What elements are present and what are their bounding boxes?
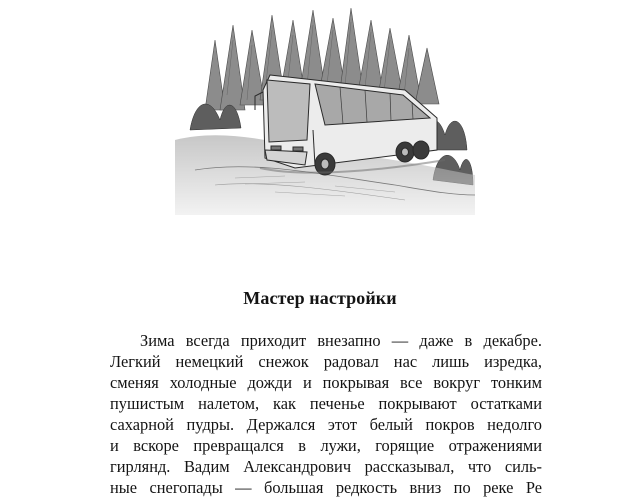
chapter-title: Мастер настройки xyxy=(243,288,397,308)
bus-illustration xyxy=(175,0,475,215)
text-line: ные снегопады — большая редкость вниз по реке Ре xyxy=(110,478,542,497)
text-line: сменяя холодные дожди и покрывая все вокруг тонким xyxy=(110,373,542,392)
text-line: пушистым налетом, как печенье покрывают остатками xyxy=(110,394,542,413)
text-line: Легкий немецкий снежок радовал нас лишь изредка, xyxy=(110,352,542,371)
text-line: и вскоре превращался в лужи, горящие отражениями xyxy=(110,436,542,455)
text-line: сахарной пудры. Держался этот белый покров недолго xyxy=(110,415,542,434)
text-line: Зима всегда приходит внезапно — даже в декабре. xyxy=(140,331,542,350)
body-paragraph xyxy=(110,330,542,498)
text-line: гирлянд. Вадим Александрович рассказывал, что силь- xyxy=(110,457,542,476)
